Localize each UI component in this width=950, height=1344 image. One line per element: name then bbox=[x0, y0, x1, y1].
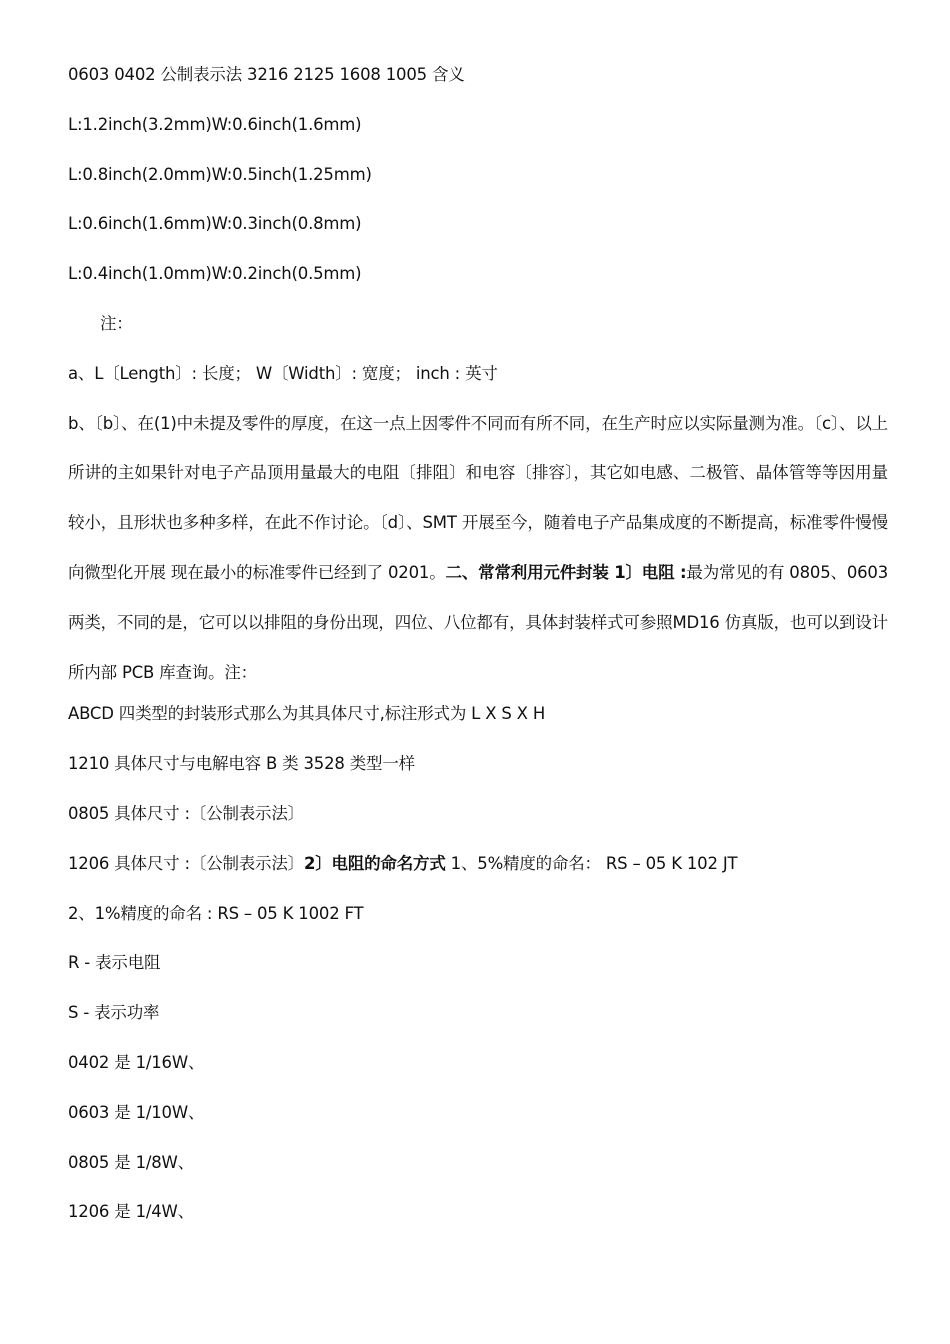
paragraph-text: b、〔b〕、在(1)中未提及零件的厚度，在这一点上因零件不同而有所不同，在生产时应以实际量测为准。〔c〕、以上所讲的主如果针对电子产品顶用量最大的电阻〔排阻〕和电容〔排容〕，其它如电感、二极管、晶体管等等因用量较小，且形状也多种多样，在此不作讨论。〔d〕、SMT 开展至今，随着电子产品集成度的不断提高，标准零件慢慢向微型化开展 现在最小的标准零件已经到了 0201。 bbox=[68, 413, 888, 582]
text-line: 0603 是 1/10W、 bbox=[68, 1102, 205, 1122]
text-line: L:0.6inch(1.6mm)W:0.3inch(0.8mm) bbox=[68, 214, 362, 234]
text-line: ABCD 四类型的封装形式那么为其具体尺寸,标注形式为 L X S X H bbox=[68, 704, 546, 724]
text-line: 1206 是 1/4W、 bbox=[68, 1202, 194, 1222]
text-line: 0805 是 1/8W、 bbox=[68, 1152, 194, 1172]
note-label: 注： bbox=[100, 313, 133, 333]
text-span: 1、5%精度的命名： RS – 05 K 102 JT bbox=[445, 853, 738, 873]
text-line bbox=[68, 849, 888, 899]
note-paragraph-b bbox=[68, 399, 888, 698]
text-line: S - 表示功率 bbox=[68, 1003, 160, 1023]
section-heading: 2〕电阻的命名方式 bbox=[303, 853, 446, 873]
text-line: 1210 具体尺寸与电解电容 B 类 3528 类型一样 bbox=[68, 754, 415, 774]
paragraph-text: 最为常见的有 0805、0603 两类，不同的是，它可以以排阻的身份出现，四位、八位都有，具体封装样式可参照MD16 仿真版，也可以到设计所内部 PCB 库查询。注： bbox=[68, 562, 889, 682]
text-line: 0603 0402 公制表示法 3216 2125 1608 1005 含义 bbox=[68, 65, 465, 84]
text-line: 0402 是 1/16W、 bbox=[68, 1052, 205, 1072]
text-line: 2、1%精度的命名 : RS – 05 K 1002 FT bbox=[68, 903, 364, 923]
text-line: L:0.4inch(1.0mm)W:0.2inch(0.5mm) bbox=[68, 264, 362, 284]
document-page bbox=[68, 60, 888, 1247]
section-heading: 二、常常利用元件封装 1〕电阻 : bbox=[445, 562, 687, 582]
text-line: L:1.2inch(3.2mm)W:0.6inch(1.6mm) bbox=[68, 114, 362, 134]
text-line: 0805 具体尺寸 :〔公制表示法〕 bbox=[68, 803, 304, 823]
text-line: L:0.8inch(2.0mm)W:0.5inch(1.25mm) bbox=[68, 164, 372, 184]
text-line: R - 表示电阻 bbox=[68, 953, 161, 973]
note-item-a: a、L〔Length〕: 长度； W〔Width〕: 宽度； inch : 英寸 bbox=[68, 363, 498, 383]
text-span: 1206 具体尺寸 :〔公制表示法〕 bbox=[68, 853, 304, 873]
